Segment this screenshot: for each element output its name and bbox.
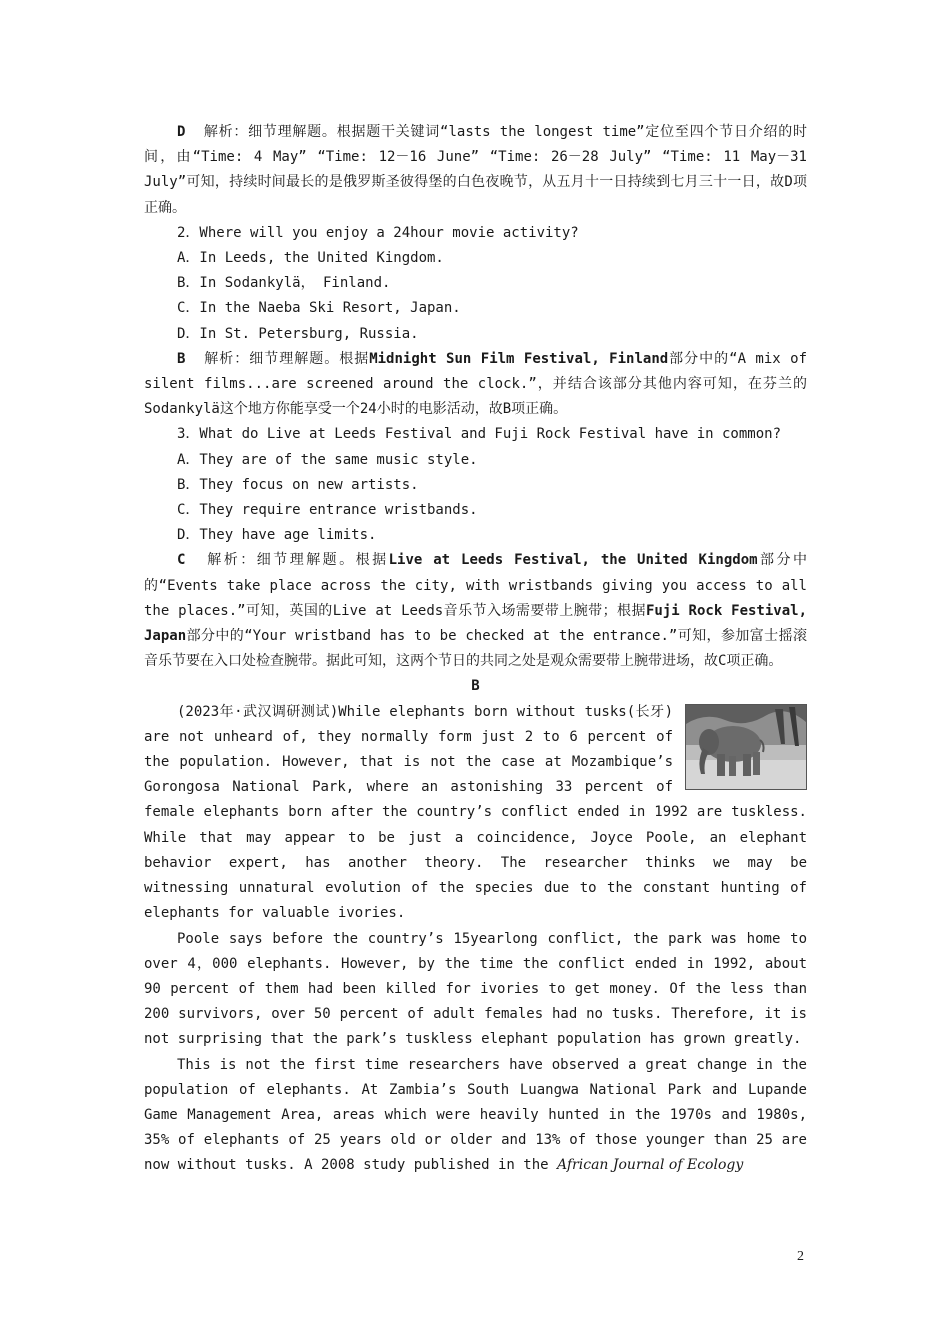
- journal-title: African Journal of Ecology: [557, 1157, 744, 1174]
- q2-option-a: A．In Leeds, the United Kingdom.: [177, 250, 444, 267]
- q3-explanation-bold-1: Live at Leeds Festival, the United Kingdom: [388, 552, 758, 569]
- elephant-photo: [685, 704, 807, 790]
- page-content: [144, 120, 807, 1179]
- q2-answer-letter: B: [177, 350, 186, 367]
- q3-explanation-post: 部分中的“Your wristband has to be checked at the entrance.”可知，参加富士摇滚音乐节要在入口处检查腕带。据此可知，这两个节日的共同之处是观众需要带上腕带进场，故C项正确。: [144, 628, 807, 670]
- q2-option-d: D．In St. Petersburg, Russia.: [177, 325, 419, 342]
- q2-explanation-pre: 解析：细节理解题。根据: [204, 350, 370, 367]
- q3-stem: 3．What do Live at Leeds Festival and Fuji Rock Festival have in common?: [177, 426, 782, 443]
- q3-answer-letter: C: [177, 552, 186, 569]
- q1-explanation-text: 解析：细节理解题。根据题干关键词“lasts the longest time”定位至四个节日介绍的时间，由“Time: 4 May” “Time: 12－16 June” “Time: 26－28 July” “Time: 11 May－31 July”可知，持续时间最长的是俄罗斯圣彼得堡的白色夜晚节，从五月十一日持续到七月三十一日，故D项正确。: [144, 124, 807, 216]
- q3-option-a: A．They are of the same music style.: [177, 451, 478, 468]
- q3-explanation: [144, 548, 807, 674]
- q3-explanation-pre: 解析：细节理解题。根据: [207, 552, 389, 569]
- q3-explanation-mid: 部分中的“Events take place across the city, with wristbands giving you access to all the places.”可知，英国的Live at Leeds音乐节入场需要带上腕带；根据: [144, 552, 808, 619]
- q1-explanation: [144, 120, 807, 221]
- q2-explanation-bold: Midnight Sun Film Festival, Finland: [369, 350, 669, 367]
- q1-answer-letter: D: [177, 124, 186, 140]
- q3-option-b: B．They focus on new artists.: [177, 476, 419, 493]
- q2-explanation: [144, 347, 807, 423]
- section-b-title: B: [471, 678, 480, 695]
- q2-explanation-post: 部分中的“A mix of silent films...are screened around the clock.”，并结合该部分其他内容可知，在芬兰的Sodankylä这个地方你能享受一个24小时的电影活动，故B项正确。: [144, 350, 807, 418]
- q3-option-c: C．They require entrance wristbands.: [177, 502, 478, 519]
- section-b-paragraph-3-text: This is not the first time researchers have observed a great change in the population of elephants. At Zambia’s South Luangwa National Park and Lupande Game Management Area, areas which were heavily hunted in the 1970s and 1980s, 35% of elephants of 25 years old or older and 13% of those younger than 25 are now without tusks. A 2008 study published in the: [144, 1056, 807, 1174]
- q2-option-b: B．In Sodankylä， Finland.: [177, 275, 391, 292]
- section-b-paragraph-1: (2023年·武汉调研测试)While elephants born without tusks(长牙) are not unheard of, they normally form just 2 to 6 percent of the population. However, that is not the case at Mozambique’s Gorongosa National Park, where an astonishing 33 percent of female elephants born after the country’s conflict ended in 1992 are tuskless. While that may appear to be just a coincidence, Joyce Poole, an elephant behavior expert, has another theory. The researcher thinks we may be witnessing unnatural evolution of the species due to the constant hunting of elephants for valuable ivories.: [144, 703, 807, 922]
- q2-option-c: C．In the Naeba Ski Resort, Japan.: [177, 300, 461, 317]
- elephant-image: [685, 704, 807, 790]
- q3-explanation-bold-2: Fuji Rock Festival, Japan: [144, 602, 807, 645]
- section-b-paragraph-2: Poole says before the country’s 15yearlong conflict, the park was home to over 4，000 elephants. However, by the time the conflict ended in 1992, about 90 percent of them had been killed for ivories to get money. Of the less than 200 survivors, over 50 percent of adult females had no tusks. Therefore, it is not surprising that the park’s tuskless elephant population has grown greatly.: [144, 930, 807, 1048]
- page-number: 2: [797, 1249, 804, 1264]
- q2-stem: 2．Where will you enjoy a 24hour movie activity?: [177, 224, 579, 241]
- section-b-paragraph-3: [144, 1053, 807, 1179]
- q3-option-d: D．They have age limits.: [177, 527, 377, 544]
